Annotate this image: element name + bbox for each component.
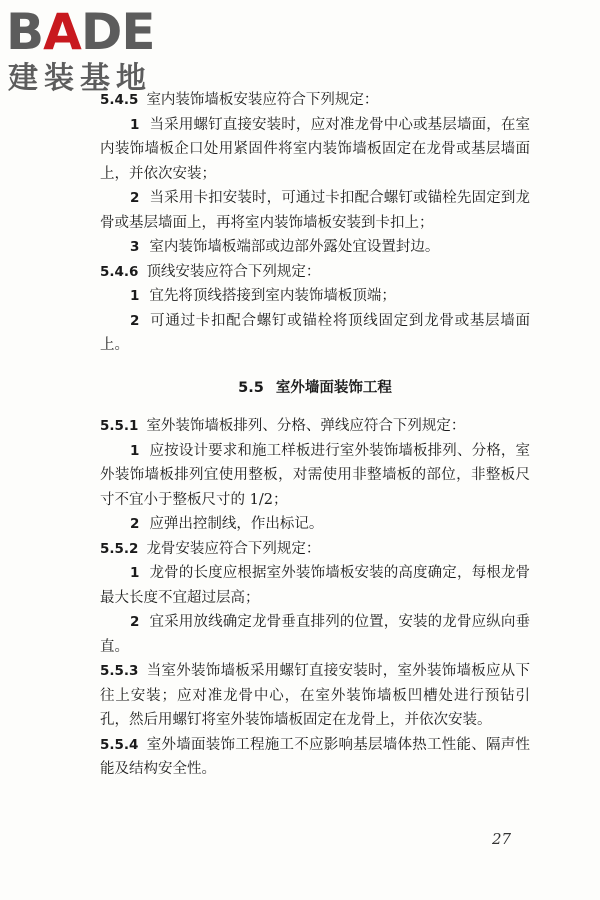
item-text: 当采用卡扣安装时，可通过卡扣配合螺钉或锚栓先固定到龙骨或基层墙面上，再将室内装饰墙板安装到卡扣上； <box>100 190 530 231</box>
item-text: 应按设计要求和施工样板进行室外装饰墙板排列、分格，室外装饰墙板排列宜使用整板，对需使用非整墙板的部位，非整板尺寸不宜小于整板尺寸的 1/2； <box>100 442 530 508</box>
item-number: 1 <box>130 288 140 304</box>
logo-wordmark <box>6 4 155 60</box>
item-text: 室内装饰墙板端部或边部外露处宜设置封边。 <box>149 239 440 255</box>
item-paragraph <box>100 610 530 659</box>
clause-text: 当室外装饰墙板采用螺钉直接安装时，室外装饰墙板应从下往上安装；应对准龙骨中心，在室外装饰墙板凹槽处进行预钻引孔，然后用螺钉将室外装饰墙板固定在龙骨上，并依次安装。 <box>100 663 530 728</box>
item-text: 当采用螺钉直接安装时，应对准龙骨中心或基层墙面，在室内装饰墙板企口处用紧固件将室内装饰墙板固定在龙骨或基层墙面上，并依次安装； <box>100 116 530 182</box>
item-paragraph <box>100 439 530 513</box>
logo-letter-b: B <box>6 3 44 61</box>
item-text: 宜先将顶线搭接到室内装饰墙板顶端； <box>149 288 396 304</box>
logo-letter-a: A <box>43 3 81 61</box>
item-paragraph <box>100 235 530 260</box>
clause-text: 顶线安装应符合下列规定： <box>146 263 321 280</box>
item-paragraph <box>100 113 530 187</box>
item-text: 宜采用放线确定龙骨垂直排列的位置，安装的龙骨应纵向垂直。 <box>100 614 530 655</box>
item-number: 2 <box>130 614 140 630</box>
clause-number: 5.5.1 <box>100 418 139 434</box>
clause-number: 5.4.6 <box>100 263 139 280</box>
section-title-text: 室外墙面装饰工程 <box>275 379 392 396</box>
clause-text: 室外装饰墙板排列、分格、弹线应符合下列规定： <box>146 418 466 434</box>
item-paragraph <box>100 186 530 235</box>
item-number: 1 <box>130 442 140 459</box>
document-body <box>100 88 530 782</box>
clause-text: 室外墙面装饰工程施工不应影响基层墙体热工性能、隔声性能及结构安全性。 <box>100 736 530 777</box>
section-number: 5.5 <box>238 379 264 396</box>
clause-paragraph <box>100 414 530 439</box>
clause-number: 5.4.5 <box>100 92 139 108</box>
item-number: 2 <box>130 190 140 206</box>
item-number: 2 <box>130 312 140 329</box>
section-heading <box>100 376 530 401</box>
item-paragraph <box>100 512 530 537</box>
clause-number: 5.5.3 <box>100 663 139 679</box>
clause-number: 5.5.2 <box>100 540 139 557</box>
item-text: 可通过卡扣配合螺钉或锚栓将顶线固定到龙骨或基层墙面上。 <box>100 312 530 353</box>
clause-paragraph <box>100 537 530 562</box>
item-paragraph <box>100 561 530 610</box>
clause-number: 5.5.4 <box>100 736 139 753</box>
clause-paragraph <box>100 88 530 113</box>
item-paragraph <box>100 284 530 309</box>
item-text: 龙骨的长度应根据室外装饰墙板安装的高度确定，每根龙骨最大长度不宜超过层高； <box>100 565 530 606</box>
clause-paragraph <box>100 733 530 782</box>
clause-text: 龙骨安装应符合下列规定： <box>146 540 321 557</box>
logo-subtitle: 建装基地 <box>8 61 152 96</box>
item-number: 2 <box>130 516 140 532</box>
item-text: 应弹出控制线，作出标记。 <box>149 516 324 532</box>
item-number: 3 <box>130 239 140 255</box>
item-number: 1 <box>130 116 140 133</box>
clause-paragraph <box>100 659 530 733</box>
logo-letters-de: DE <box>80 3 155 61</box>
clause-text: 室内装饰墙板安装应符合下列规定： <box>146 92 379 108</box>
item-paragraph <box>100 309 530 358</box>
clause-paragraph <box>100 260 530 285</box>
page-number: 27 <box>492 830 512 848</box>
item-number: 1 <box>130 565 140 581</box>
